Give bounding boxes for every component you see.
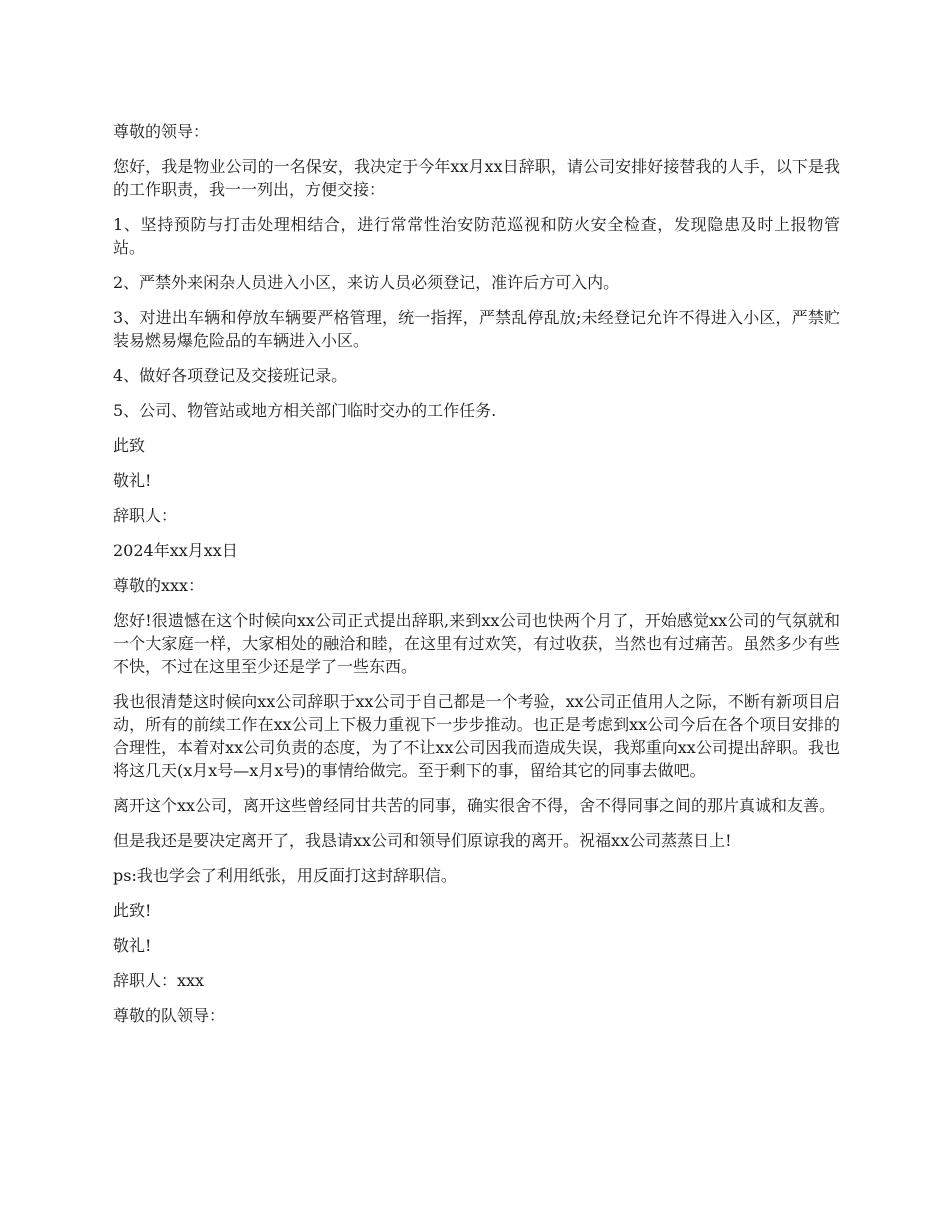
salutation: 尊敬的领导： bbox=[113, 122, 210, 141]
duty-item: 5、公司、物管站或地方相关部门临时交办的工作任务. bbox=[113, 401, 497, 420]
closing-regards: 敬礼! bbox=[113, 471, 152, 490]
duty-item: 1、坚持预防与打击处理相结合，进行常常性治安防范巡视和防火安全检查，发现隐患及时上报物管站。 bbox=[113, 215, 840, 257]
duty-item: 3、对进出车辆和停放车辆要严格管理，统一指挥，严禁乱停乱放;未经登记允许不得进入小区，严禁贮装易燃易爆危险品的车辆进入小区。 bbox=[113, 308, 840, 350]
closing: 此致! bbox=[113, 901, 152, 920]
body-paragraph: 您好!很遗憾在这个时候向xx公司正式提出辞职,来到xx公司也快两个月了，开始感觉xx公司的气氛就和一个大家庭一样，大家相处的融洽和睦，在这里有过欢笑，有过收获，当然也有过痛苦。虽然多少有些不快，不过在这里至少还是学了一些东西。 bbox=[113, 611, 840, 676]
salutation: 尊敬的队领导： bbox=[113, 1006, 226, 1025]
body-paragraph: 我也很清楚这时候向xx公司辞职于xx公司于自己都是一个考验，xx公司正值用人之际，不断有新项目启动，所有的前续工作在xx公司上下极力重视下一步步推动。也正是考虑到xx公司今后在各个项目安排的合理性，本着对xx公司负责的态度，为了不让xx公司因我而造成失误，我郑重向xx公司提出辞职。我也将这几天(x月x号—x月x号)的事情给做完。至于剩下的事，留给其它的同事去做吧。 bbox=[113, 692, 840, 780]
body-paragraph: ps:我也学会了利用纸张，用反面打这封辞职信。 bbox=[113, 866, 457, 885]
body-paragraph: 离开这个xx公司，离开这些曾经同甘共苦的同事，确实很舍不得，舍不得同事之间的那片真诚和友善。 bbox=[113, 796, 836, 815]
date: 2024年xx月xx日 bbox=[113, 541, 238, 560]
salutation: 尊敬的xxx： bbox=[113, 576, 205, 595]
signature: 辞职人： bbox=[113, 506, 178, 525]
duty-item: 4、做好各项登记及交接班记录。 bbox=[113, 366, 348, 385]
body-paragraph: 但是我还是要决定离开了，我恳请xx公司和领导们原谅我的离开。祝福xx公司蒸蒸日上! bbox=[113, 831, 732, 850]
closing-regards: 敬礼! bbox=[113, 936, 152, 955]
document-body bbox=[113, 120, 840, 1039]
body-paragraph: 您好，我是物业公司的一名保安，我决定于今年xx月xx日辞职，请公司安排好接替我的人手，以下是我的工作职责，我一一列出，方便交接： bbox=[113, 157, 840, 199]
signature: 辞职人：xxx bbox=[113, 971, 205, 990]
duty-item: 2、严禁外来闲杂人员进入小区，来访人员必须登记，准许后方可入内。 bbox=[113, 273, 620, 292]
closing: 此致 bbox=[113, 436, 146, 455]
